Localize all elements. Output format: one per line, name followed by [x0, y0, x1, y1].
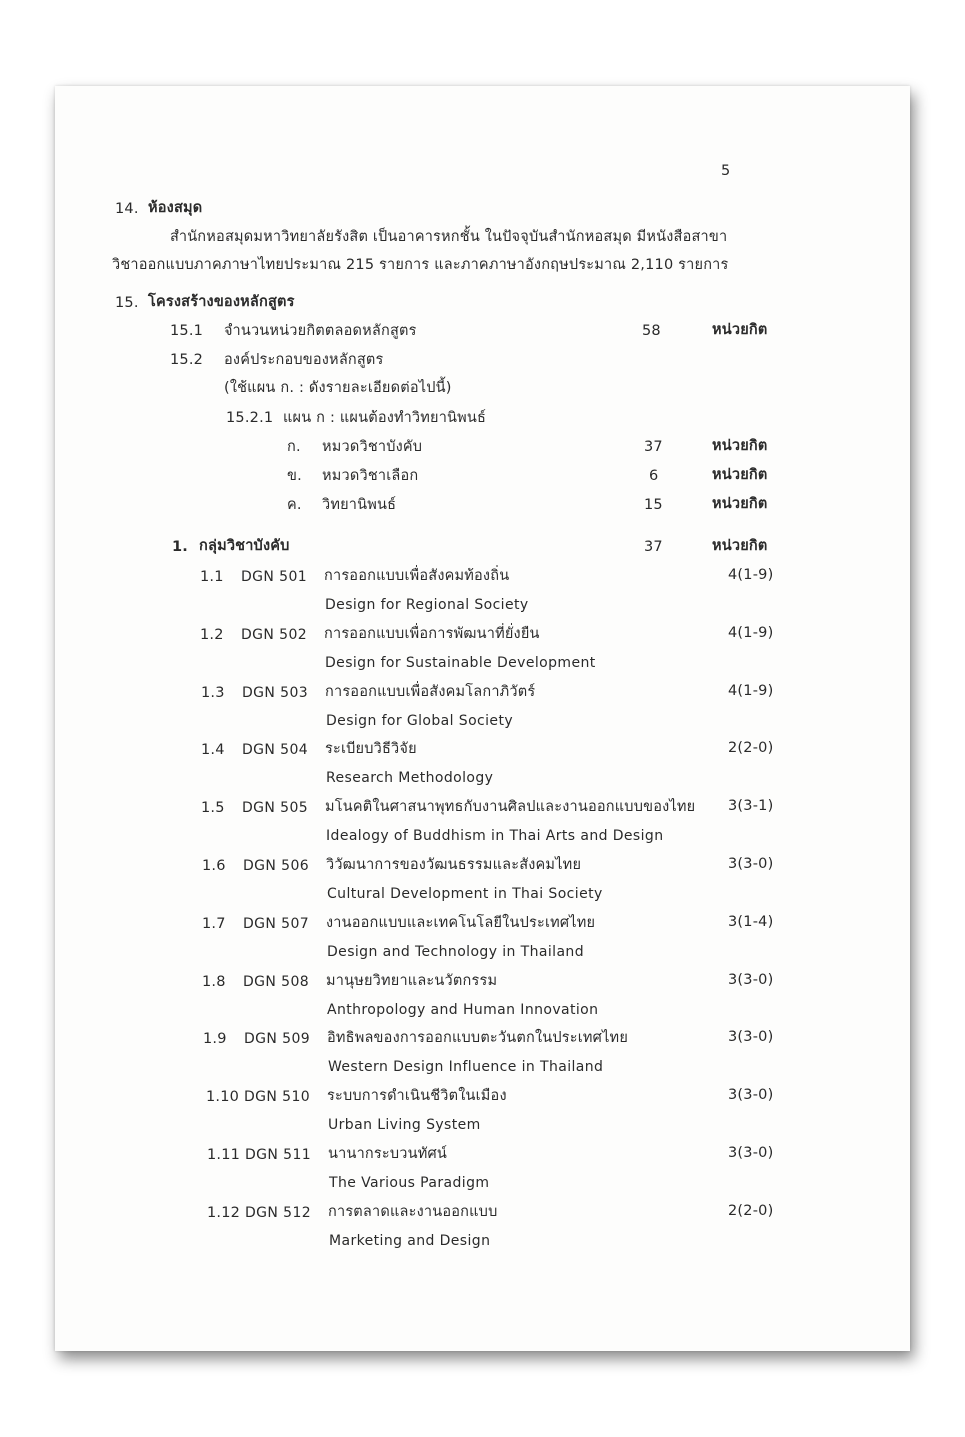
- course-number: 1.1: [200, 569, 224, 585]
- section15-1-text: จำนวนหน่วยกิตตลอดหลักสูตร: [224, 323, 417, 339]
- course-code: DGN 508: [243, 974, 310, 990]
- course-number: 1.12: [207, 1205, 241, 1221]
- course-code: DGN 501: [241, 569, 308, 585]
- course-thai-title: มานุษยวิทยาและนวัตกรรม: [326, 973, 498, 989]
- section14-number: 14.: [115, 201, 139, 217]
- course-thai-title: ระบบการดำเนินชีวิตในเมือง: [327, 1088, 507, 1104]
- category-credits: 6: [649, 468, 659, 484]
- plan-text: แผน ก : แผนต้องทำวิทยานิพนธ์: [283, 410, 487, 426]
- category-credits: 37: [644, 439, 663, 455]
- course-thai-title: ระเบียบวิธีวิจัย: [325, 741, 417, 757]
- course-english-title: Anthropology and Human Innovation: [327, 1002, 599, 1018]
- section15-1-number: 15.1: [170, 323, 204, 339]
- course-number: 1.4: [201, 742, 225, 758]
- category-letter: ข.: [287, 468, 302, 484]
- course-credit: 3(1-4): [728, 914, 774, 930]
- course-english-title: Design for Sustainable Development: [325, 655, 596, 671]
- course-thai-title: มโนคติในศาสนาพุทธกับงานศิลปและงานออกแบบของไทย: [325, 799, 696, 815]
- course-credit: 2(2-0): [728, 1203, 774, 1219]
- course-number: 1.6: [202, 858, 226, 874]
- course-credit: 4(1-9): [728, 567, 774, 583]
- course-code: DGN 504: [242, 742, 309, 758]
- course-credit: 3(3-0): [728, 1087, 774, 1103]
- course-english-title: Cultural Development in Thai Society: [327, 886, 603, 902]
- course-credit: 3(3-0): [728, 1145, 774, 1161]
- course-code: DGN 507: [243, 916, 310, 932]
- course-thai-title: อิทธิพลของการออกแบบตะวันตกในประเทศไทย: [327, 1030, 629, 1046]
- course-number: 1.5: [201, 800, 225, 816]
- course-code: DGN 512: [245, 1205, 312, 1221]
- course-english-title: Marketing and Design: [329, 1233, 491, 1249]
- course-english-title: Western Design Influence in Thailand: [328, 1059, 604, 1075]
- category-letter: ค.: [287, 497, 302, 513]
- course-code: DGN 509: [244, 1031, 311, 1047]
- course-credit: 4(1-9): [728, 683, 774, 699]
- section15-1-unit: หน่วยกิต: [712, 322, 768, 338]
- course-code: DGN 505: [242, 800, 309, 816]
- course-credit: 3(3-1): [728, 798, 774, 814]
- course-number: 1.7: [202, 916, 226, 932]
- course-number: 1.3: [201, 685, 225, 701]
- course-code: DGN 511: [245, 1147, 312, 1163]
- section15-1-value: 58: [642, 323, 661, 339]
- category-name: หมวดวิชาบังคับ: [322, 439, 423, 455]
- course-thai-title: การออกแบบเพื่อสังคมท้องถิ่น: [324, 568, 510, 584]
- plan-number: 15.2.1: [226, 410, 274, 426]
- course-thai-title: นานากระบวนทัศน์: [328, 1146, 447, 1162]
- course-thai-title: การออกแบบเพื่อสังคมโลกาภิวัตร์: [325, 684, 536, 700]
- course-number: 1.9: [203, 1031, 227, 1047]
- section15-2-note: (ใช้แผน ก. : ดังรายละเอียดต่อไปนี้): [224, 380, 452, 396]
- section15-2-text: องค์ประกอบของหลักสูตร: [224, 352, 384, 368]
- section15-2-number: 15.2: [170, 352, 204, 368]
- section14-heading: ห้องสมุด: [148, 200, 203, 216]
- category-letter: ก.: [287, 439, 301, 455]
- course-thai-title: งานออกแบบและเทคโนโลยีในประเทศไทย: [326, 915, 596, 931]
- category-credits: 15: [644, 497, 663, 513]
- section15-number: 15.: [115, 295, 139, 311]
- course-credit: 3(3-0): [728, 856, 774, 872]
- course-english-title: The Various Paradigm: [329, 1175, 490, 1191]
- course-credit: 4(1-9): [728, 625, 774, 641]
- group1-title: กลุ่มวิชาบังคับ: [199, 538, 290, 554]
- category-unit: หน่วยกิต: [712, 496, 768, 512]
- page-number: 5: [721, 163, 731, 179]
- course-number: 1.11: [207, 1147, 241, 1163]
- section14-line1: สำนักหอสมุดมหาวิทยาลัยรังสิต เป็นอาคารหกชั้น ในปัจจุบันสำนักหอสมุด มีหนังสือสาขา: [170, 229, 728, 245]
- course-credit: 2(2-0): [728, 740, 774, 756]
- category-name: หมวดวิชาเลือก: [322, 468, 419, 484]
- category-name: วิทยานิพนธ์: [322, 497, 397, 513]
- course-code: DGN 506: [243, 858, 310, 874]
- course-credit: 3(3-0): [728, 972, 774, 988]
- group1-number: 1.: [172, 539, 188, 555]
- course-code: DGN 503: [242, 685, 309, 701]
- category-unit: หน่วยกิต: [712, 438, 768, 454]
- section14-line2: วิชาออกแบบภาคภาษาไทยประมาณ 215 รายการ และภาคภาษาอังกฤษประมาณ 2,110 รายการ: [112, 257, 729, 273]
- course-number: 1.10: [206, 1089, 240, 1105]
- course-english-title: Idealogy of Buddhism in Thai Arts and Design: [326, 828, 664, 844]
- course-english-title: Design for Regional Society: [325, 597, 529, 613]
- course-english-title: Design and Technology in Thailand: [327, 944, 584, 960]
- course-code: DGN 510: [244, 1089, 311, 1105]
- course-thai-title: การตลาดและงานออกแบบ: [328, 1204, 498, 1220]
- course-thai-title: วิวัฒนาการของวัฒนธรรมและสังคมไทย: [326, 857, 582, 873]
- group1-unit: หน่วยกิต: [712, 538, 768, 554]
- course-number: 1.8: [202, 974, 226, 990]
- course-english-title: Research Methodology: [326, 770, 494, 786]
- course-english-title: Urban Living System: [328, 1117, 481, 1133]
- course-code: DGN 502: [241, 627, 308, 643]
- course-number: 1.2: [200, 627, 224, 643]
- course-credit: 3(3-0): [728, 1029, 774, 1045]
- course-thai-title: การออกแบบเพื่อการพัฒนาที่ยั่งยืน: [324, 626, 540, 642]
- category-unit: หน่วยกิต: [712, 467, 768, 483]
- course-english-title: Design for Global Society: [326, 713, 514, 729]
- section15-heading: โครงสร้างของหลักสูตร: [148, 294, 295, 310]
- group1-credits: 37: [644, 539, 663, 555]
